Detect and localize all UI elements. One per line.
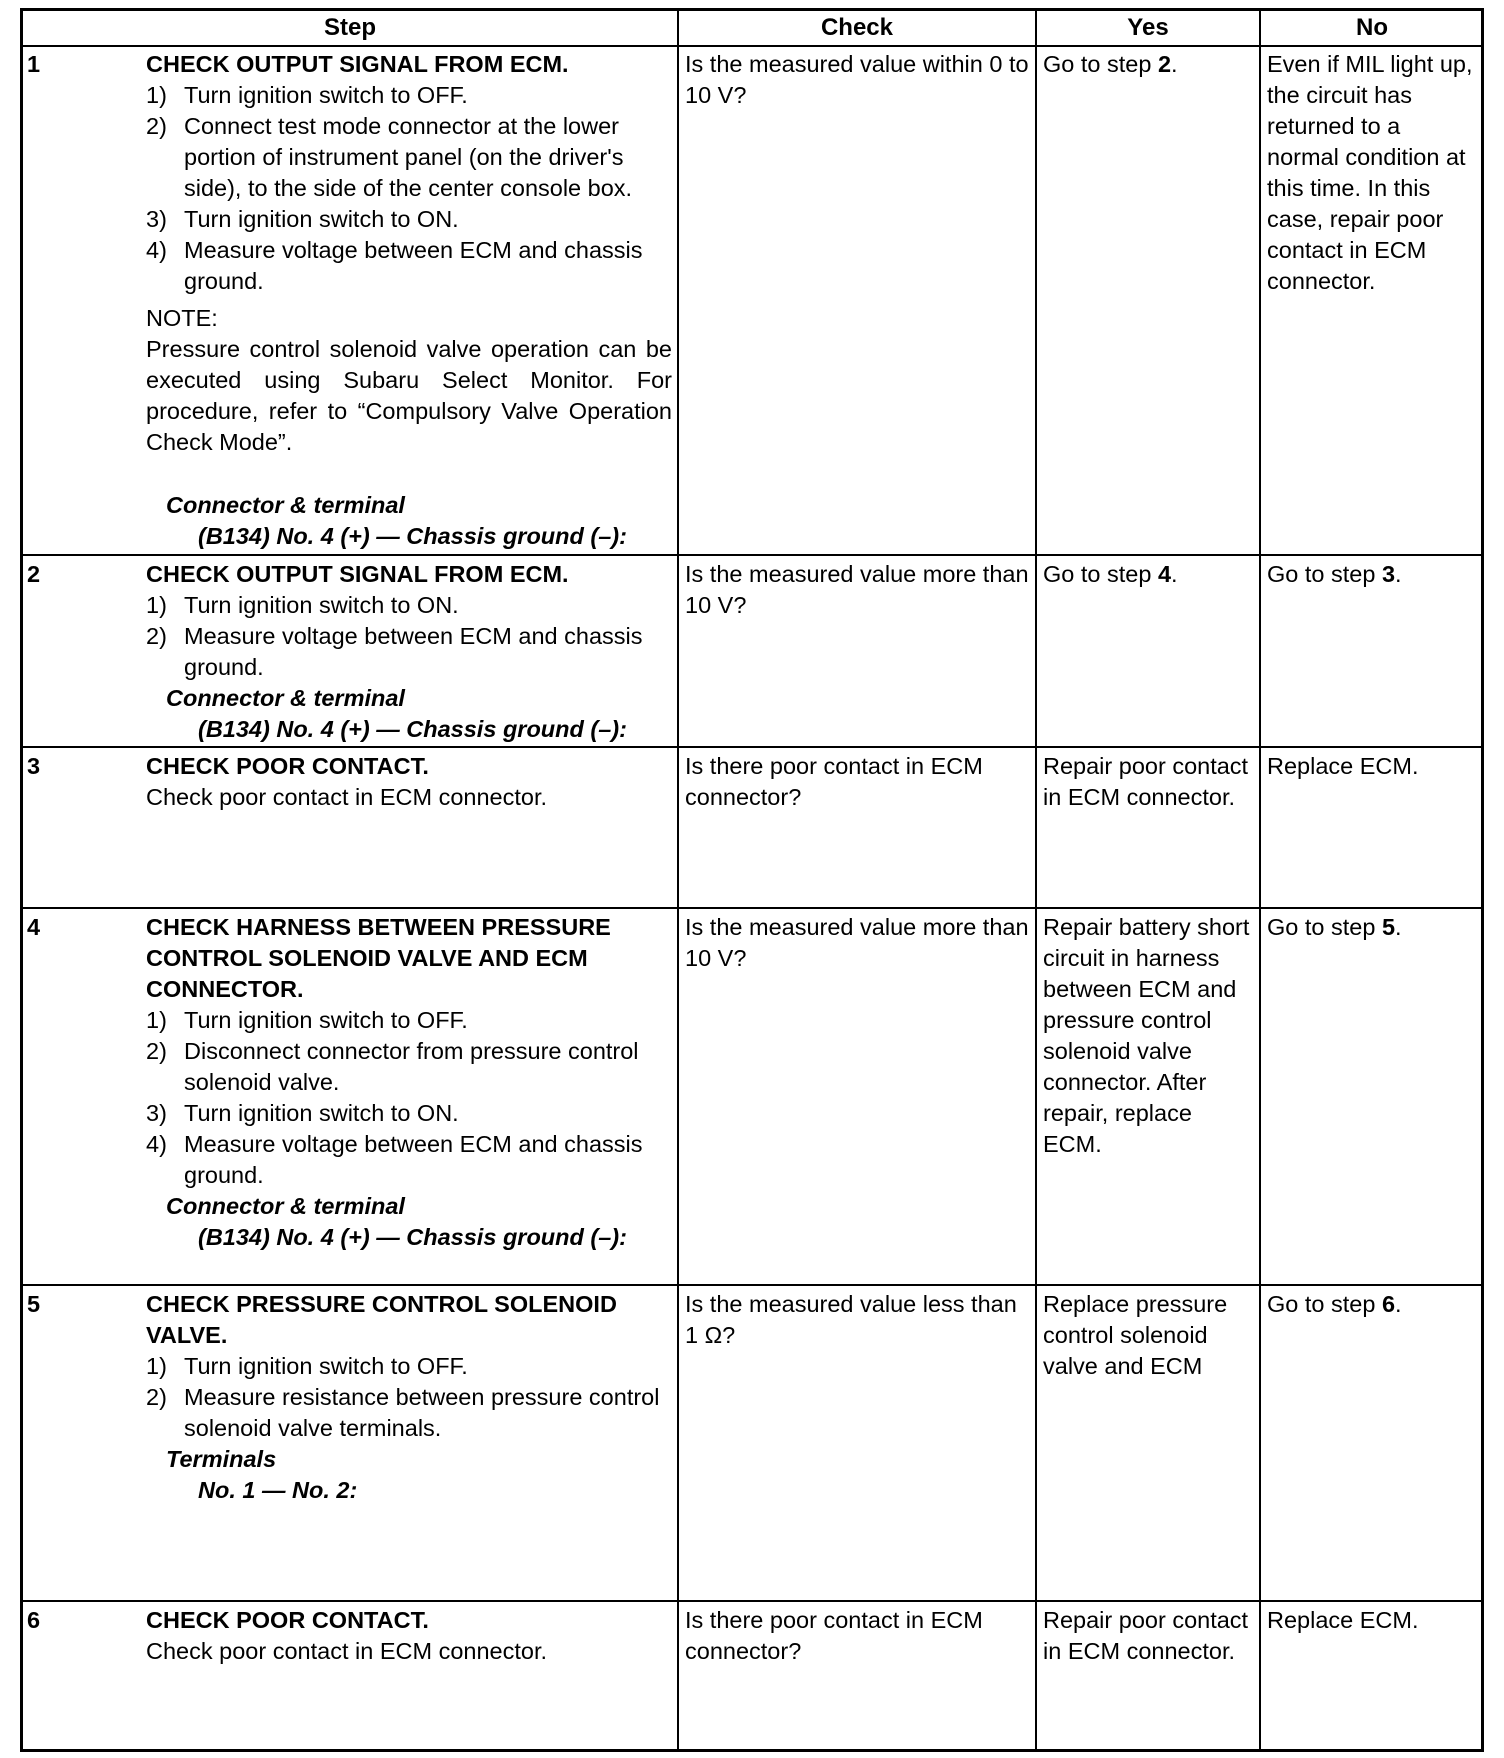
- note-label: NOTE:: [146, 305, 218, 331]
- procedure-list: [146, 590, 672, 683]
- procedure-item: 2) Measure resistance between pressure control solenoid valve terminals.: [146, 1384, 660, 1441]
- diagnostic-table: [20, 8, 1484, 1752]
- no-cell: Go to step 5.: [1267, 914, 1402, 940]
- no-cell: Go to step 3.: [1267, 561, 1402, 587]
- procedure-item: 1) Turn ignition switch to OFF.: [146, 82, 468, 108]
- procedure-item: 4) Measure voltage between ECM and chassis ground.: [146, 1131, 643, 1188]
- terminal-value: (B134) No. 4 (+) — Chassis ground (–):: [198, 1224, 627, 1250]
- step-title: CHECK OUTPUT SIGNAL FROM ECM.: [146, 51, 569, 77]
- column-divider: [1259, 11, 1261, 1749]
- step-cell: [146, 912, 672, 1253]
- terminal-label: Connector & terminal: [166, 685, 405, 711]
- row-divider: [23, 746, 1481, 748]
- procedure-list: [146, 1005, 672, 1191]
- step-body: Check poor contact in ECM connector.: [146, 784, 548, 810]
- step-title: CHECK PRESSURE CONTROL SOLENOID VALVE.: [146, 1291, 617, 1348]
- procedure-item: 2) Disconnect connector from pressure control solenoid valve.: [146, 1038, 639, 1095]
- step-number: 5: [27, 1291, 41, 1317]
- yes-cell: Repair poor contact in ECM connector.: [1043, 753, 1249, 810]
- procedure-item: 1) Turn ignition switch to ON.: [146, 592, 459, 618]
- check-cell: Is the measured value more than 10 V?: [685, 561, 1029, 618]
- step-cell: [146, 49, 672, 552]
- check-cell: Is there poor contact in ECM connector?: [685, 753, 983, 810]
- procedure-item: 2) Connect test mode connector at the lower portion of instrument panel (on the driver's side), to the side of the center console box.: [146, 113, 633, 201]
- row-divider: [23, 45, 1481, 47]
- header-check: Check: [820, 14, 894, 41]
- procedure-item: 1) Turn ignition switch to OFF.: [146, 1007, 468, 1033]
- no-cell: Replace ECM.: [1267, 753, 1419, 779]
- step-cell: [146, 1605, 672, 1667]
- procedure-item: 1) Turn ignition switch to OFF.: [146, 1353, 468, 1379]
- yes-cell: Go to step 2.: [1043, 51, 1178, 77]
- row-divider: [23, 1600, 1481, 1602]
- yes-cell: Replace pressure control solenoid valve and ECM: [1043, 1291, 1228, 1379]
- step-title: CHECK POOR CONTACT.: [146, 753, 429, 779]
- note-text: Pressure control solenoid valve operation can be executed using Subaru Select Monitor. For procedure, refer to “Compulsory Valve Operation Check Mode”.: [146, 336, 672, 455]
- check-cell: Is the measured value within 0 to 10 V?: [685, 51, 1029, 108]
- row-divider: [23, 554, 1481, 556]
- procedure-list: [146, 80, 672, 297]
- column-divider: [677, 11, 679, 1749]
- procedure-item: 3) Turn ignition switch to ON.: [146, 1100, 459, 1126]
- terminal-value: (B134) No. 4 (+) — Chassis ground (–):: [198, 523, 627, 549]
- header-step: Step: [323, 14, 376, 41]
- procedure-list: [146, 1351, 672, 1444]
- terminal-label: Connector & terminal: [166, 492, 405, 518]
- step-number: 6: [27, 1607, 41, 1633]
- no-cell: Replace ECM.: [1267, 1607, 1419, 1633]
- step-number: 4: [27, 914, 41, 940]
- yes-cell: Repair battery short circuit in harness between ECM and pressure control solenoid valve connector. After repair, replace ECM.: [1043, 914, 1250, 1157]
- check-cell: Is the measured value more than 10 V?: [685, 914, 1029, 971]
- row-divider: [23, 1284, 1481, 1286]
- check-cell: Is there poor contact in ECM connector?: [685, 1607, 983, 1664]
- step-title: CHECK OUTPUT SIGNAL FROM ECM.: [146, 561, 569, 587]
- step-number: 3: [27, 753, 41, 779]
- procedure-item: 4) Measure voltage between ECM and chassis ground.: [146, 237, 643, 294]
- step-body: Check poor contact in ECM connector.: [146, 1638, 548, 1664]
- terminal-value: (B134) No. 4 (+) — Chassis ground (–):: [198, 716, 627, 742]
- no-cell: Go to step 6.: [1267, 1291, 1402, 1317]
- row-divider: [23, 907, 1481, 909]
- step-title: CHECK HARNESS BETWEEN PRESSURE CONTROL SOLENOID VALVE AND ECM CONNECTOR.: [146, 914, 611, 1002]
- step-cell: [146, 559, 672, 745]
- terminal-label: Terminals: [166, 1446, 277, 1472]
- step-title: CHECK POOR CONTACT.: [146, 1607, 429, 1633]
- yes-cell: Go to step 4.: [1043, 561, 1178, 587]
- step-cell: [146, 751, 672, 813]
- yes-cell: Repair poor contact in ECM connector.: [1043, 1607, 1249, 1664]
- check-cell: Is the measured value less than 1 Ω?: [685, 1291, 1017, 1348]
- procedure-item: 2) Measure voltage between ECM and chassis ground.: [146, 623, 643, 680]
- procedure-item: 3) Turn ignition switch to ON.: [146, 206, 459, 232]
- step-number: 2: [27, 561, 41, 587]
- step-cell: [146, 1289, 672, 1506]
- step-number: 1: [27, 51, 41, 77]
- header-no: No: [1356, 14, 1388, 41]
- column-divider: [1035, 11, 1037, 1749]
- terminal-label: Connector & terminal: [166, 1193, 405, 1219]
- header-yes: Yes: [1127, 14, 1169, 41]
- no-cell: Even if MIL light up, the circuit has returned to a normal condition at this time. In this case, repair poor contact in ECM connector.: [1267, 51, 1473, 294]
- terminal-value: No. 1 — No. 2:: [198, 1477, 358, 1503]
